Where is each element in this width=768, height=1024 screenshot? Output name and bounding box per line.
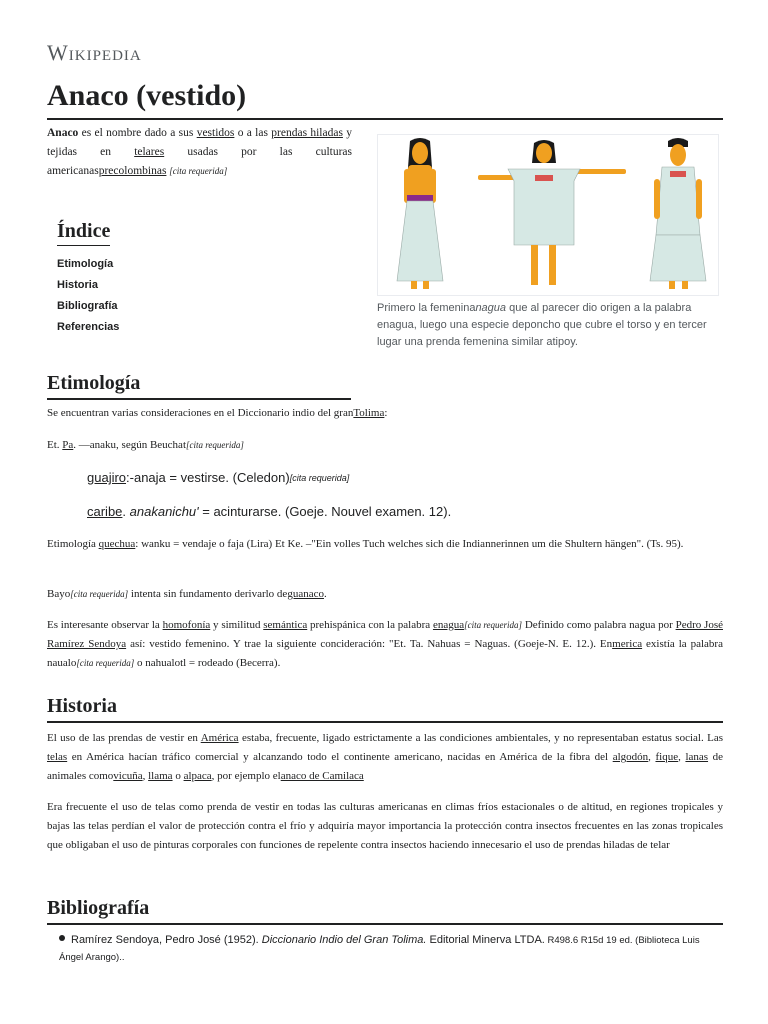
para-text: , por ejemplo el <box>211 770 281 782</box>
etimologia-paragraph-1 <box>47 404 723 423</box>
para-text: existía la palabra naualo <box>47 638 723 669</box>
toc-title: Índice <box>57 220 110 246</box>
para-text: Etimología <box>47 538 99 550</box>
link-vicuna[interactable]: vicuña <box>113 770 143 782</box>
para-text: El uso de las prendas de vestir en <box>47 732 201 744</box>
etimologia-paragraph-5 <box>47 616 723 673</box>
bullet-icon <box>59 935 65 941</box>
intro-paragraph <box>47 124 352 181</box>
link-prendas-hiladas[interactable]: prendas hiladas <box>271 127 343 139</box>
link-telas[interactable]: telas <box>47 751 68 763</box>
link-lanas[interactable]: lanas <box>685 751 709 763</box>
etimologia-paragraph-2 <box>47 436 723 455</box>
para-text: , <box>142 770 149 782</box>
link-fique[interactable]: fique <box>655 751 679 763</box>
link-llama[interactable]: llama <box>148 770 173 782</box>
toc-item-etimologia[interactable]: Etimología <box>57 258 114 270</box>
link-guanaco[interactable]: guanaco <box>287 588 324 600</box>
quote-text: = acinturarse. (Goeje. Nouvel examen. 12). <box>198 504 452 519</box>
link-precolombinas[interactable]: precolombinas <box>98 165 167 177</box>
para-text: o nahualotl = rodeado (Becerra). <box>134 657 281 669</box>
bib-text: Editorial Minerva LTDA. <box>426 934 545 946</box>
figure-caption <box>377 300 717 351</box>
citation-needed[interactable]: [cita requerida] <box>464 620 523 630</box>
para-text: y similitud <box>210 619 264 631</box>
link-merica[interactable]: merica <box>612 638 643 650</box>
citation-needed[interactable]: [cita requerida] <box>70 589 129 599</box>
para-text: de animales como <box>47 751 724 782</box>
quote-guajiro <box>87 468 727 488</box>
bib-text: Ramírez Sendoya, Pedro José (1952). <box>71 934 262 946</box>
figure-image[interactable] <box>377 134 719 296</box>
intro-text: es el nombre dado a sus <box>78 127 197 139</box>
para-text: , <box>648 751 656 763</box>
toc-item-bibliografia[interactable]: Bibliografía <box>57 300 118 312</box>
para-text: así: vestido femenino. Y trae la siguiente concideración: "Et. Ta. Nahuas = Naguas. (Goeje-N. E. 12.). En <box>126 638 613 650</box>
citation-needed[interactable]: [cita requerida] <box>289 473 350 483</box>
para-text: Bayo <box>47 588 71 600</box>
citation-needed[interactable]: [cita requerida] <box>186 440 244 450</box>
quote-caribe <box>87 502 727 522</box>
quote-italic: anakanichu' <box>129 504 199 519</box>
etimologia-paragraph-4 <box>47 585 723 604</box>
toc-list <box>57 254 257 338</box>
link-vestidos[interactable]: vestidos <box>196 127 235 139</box>
toc-item-referencias[interactable]: Referencias <box>57 321 120 333</box>
historia-paragraph-1 <box>47 729 723 786</box>
historia-paragraph-2: Era frecuente el uso de telas como prenda de vestir en todas las culturas americanas en climas fríos estacionales o de altitud, en regiones tropicales y bajas las telas perdían el valor de protección contra el frío y adquiría mayor importancia la protección contra insectos frecuentes en las zonas tropicales que obligaban el uso de pinturas corporales con funciones de repelente contra insectos haciendo innecesario el uso de prendas hiladas de telar <box>47 801 723 851</box>
link-tolima[interactable]: Tolima <box>353 407 385 419</box>
para-text: , <box>678 751 686 763</box>
link-pa[interactable]: Pa <box>62 439 74 451</box>
section-heading-etimologia: Etimología <box>47 370 351 400</box>
intro-text: y tejidas en <box>47 127 353 158</box>
citation-needed[interactable]: [cita requerida] <box>169 166 228 176</box>
figure <box>377 134 717 351</box>
bib-title: Diccionario Indio del Gran Tolima. <box>261 934 427 946</box>
para-text: : wanku = vendaje o faja (Lira) Et Ke. –"Ein volles Tuch welches sich die Indiannerinnen um die Shultern hängen". (Ts. 95). <box>135 538 684 550</box>
link-quechua[interactable]: quechua <box>98 538 136 550</box>
para-text: Se encuentran varias consideraciones en el Diccionario indio del gran <box>47 407 354 419</box>
para-text: Definido como palabra nagua por <box>522 619 676 631</box>
lead-term: Anaco <box>47 127 79 139</box>
page-title: Anaco (vestido) <box>47 78 723 120</box>
quote-text: . <box>122 504 130 519</box>
link-telares[interactable]: telares <box>134 146 165 158</box>
wikipedia-logo[interactable]: Wikipedia <box>47 40 142 65</box>
link-anaco-de-camilaca[interactable]: anaco de Camilaca <box>280 770 364 782</box>
citation-needed[interactable]: [cita requerida] <box>76 658 135 668</box>
para-text: o <box>172 770 184 782</box>
para-text: : <box>384 407 388 419</box>
table-of-contents <box>57 220 257 338</box>
link-semantica[interactable]: semántica <box>263 619 308 631</box>
link-caribe[interactable]: caribe <box>87 504 123 519</box>
para-text: estaba, frecuente, ligado estrictamente a las condiciones ambientales, y no representaban estatus social. Las <box>238 732 723 744</box>
para-text: Es interesante observar la <box>47 619 163 631</box>
link-alpaca[interactable]: alpaca <box>183 770 212 782</box>
toc-item-historia[interactable]: Historia <box>57 279 98 291</box>
intro-text: o a las <box>234 127 272 139</box>
caption-text: Primero la femenina <box>377 302 476 314</box>
para-text: . —anaku, según Beuchat <box>73 439 186 451</box>
caption-italic: nagua <box>475 302 507 314</box>
para-text: intenta sin fundamento derivarlo de <box>128 588 288 600</box>
bibliography-item <box>59 932 723 966</box>
section-heading-bibliografia: Bibliografía <box>47 895 723 925</box>
link-pedro-jose-ramirez-sendoya[interactable]: Pedro José Ramírez Sendoya <box>47 619 723 650</box>
link-guajiro[interactable]: guajiro <box>87 470 127 485</box>
link-homofonia[interactable]: homofonía <box>162 619 211 631</box>
intro-text: usadas por las culturas americanas <box>47 146 352 177</box>
link-america[interactable]: América <box>200 732 239 744</box>
bib-text: R498.6 R15d 19 ed. (Biblioteca Luis Ángel Arango).. <box>59 935 700 963</box>
link-enagua[interactable]: enagua <box>432 619 465 631</box>
para-text: . <box>323 588 327 600</box>
link-algodon[interactable]: algodón <box>612 751 649 763</box>
para-text: Et. <box>47 439 63 451</box>
quote-text: :-anaja = vestirse. (Celedon) <box>126 470 290 485</box>
section-heading-historia: Historia <box>47 693 723 723</box>
para-text: en América hacían tráfico comercial y alcanzando todo el continente americano, nacidas en América de la fibra del <box>67 751 613 763</box>
caption-text: que al parecer dio origen a la palabra enagua, luego una especie deponcho que cubre el torso y en tercer lugar una prenda femenina similar atipoy. <box>377 302 707 348</box>
para-text: prehispánica con la palabra <box>307 619 433 631</box>
etimologia-paragraph-3 <box>47 535 723 554</box>
